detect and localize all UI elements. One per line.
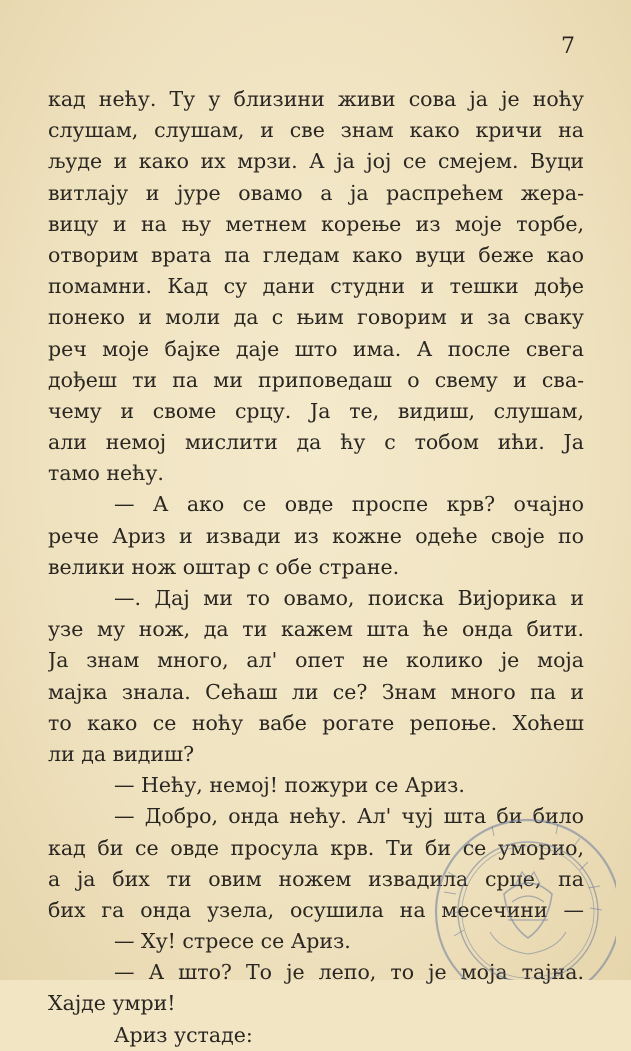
text-line: дођеш ти па ми приповедаш о свему и сва- [48, 367, 584, 392]
text-line: вицу и на њу метнем корење из моје торбе, [48, 211, 584, 236]
text-line: а ја бих ти овим ножем извадила срце, па [48, 866, 584, 891]
text-line: —. Дај ми то овамо, поиска Вијорика и [114, 586, 584, 610]
text-line: мајка знала. Сећаш ли се? Знам много па и [48, 679, 584, 704]
text-line: понеко и моли да с њим говорим и за сваку [48, 305, 584, 330]
text-line: узе му нож, да ти кажем шта ће онда бити. [48, 617, 584, 642]
text-line: кад би се овде просула крв. Ти би се уморио, [48, 835, 584, 860]
text-line: ли да видиш? [48, 741, 195, 766]
text-line: витлају и јуре овамо а ја распрећем жера- [48, 180, 584, 205]
text-line: људе и како их мрзи. А ја јој се смејем. Вуци [48, 149, 584, 174]
text-line: рече Ариз и извади из кожне одеће своје по [48, 523, 584, 548]
text-line: чему и своме срцу. Ја те, видиш, слушам, [48, 398, 584, 423]
text-line: — Добро, онда нећу. Ал' чуј шта би било [114, 804, 584, 829]
text-line: то како се ноћу вабе рогате репоње. Хоћеш [48, 710, 584, 735]
text-line: реч моје бајке даје што има. А после свега [48, 336, 584, 361]
body-text [48, 84, 584, 1051]
text-line: бих га онда узела, осушила на месечини — [48, 897, 584, 922]
text-line: — Ху! стресе се Ариз. [114, 929, 351, 954]
text-line: — Нећу, немој! пожури се Ариз. [114, 773, 465, 798]
text-line: Ја знам много, ал' опет не колико је моја [48, 648, 584, 673]
text-line: Хајде умри! [48, 991, 176, 1016]
text-line: помамни. Кад су дани студни и тешки дође [48, 274, 584, 299]
text-line: тамо нећу. [48, 461, 164, 486]
text-line: — А што? То је лепо, то је моја тајна. [114, 960, 584, 985]
text-line: али немој мислити да ћу с тобом ићи. Ја [48, 430, 584, 455]
text-line: Ариз устаде: [114, 1022, 253, 1047]
text-line: отворим врата па гледам како вуци беже као [48, 242, 584, 267]
text-line: велики нож оштар с обе стране. [48, 554, 400, 579]
text-line: — А ако се овде проспе крв? очајно [114, 492, 584, 517]
page-number: 7 [561, 34, 575, 59]
text-line: слушам, слушам, и све знам како кричи на [48, 118, 584, 143]
text-line: кад нећу. Ту у близини живи сова ја је ноћу [48, 87, 584, 111]
